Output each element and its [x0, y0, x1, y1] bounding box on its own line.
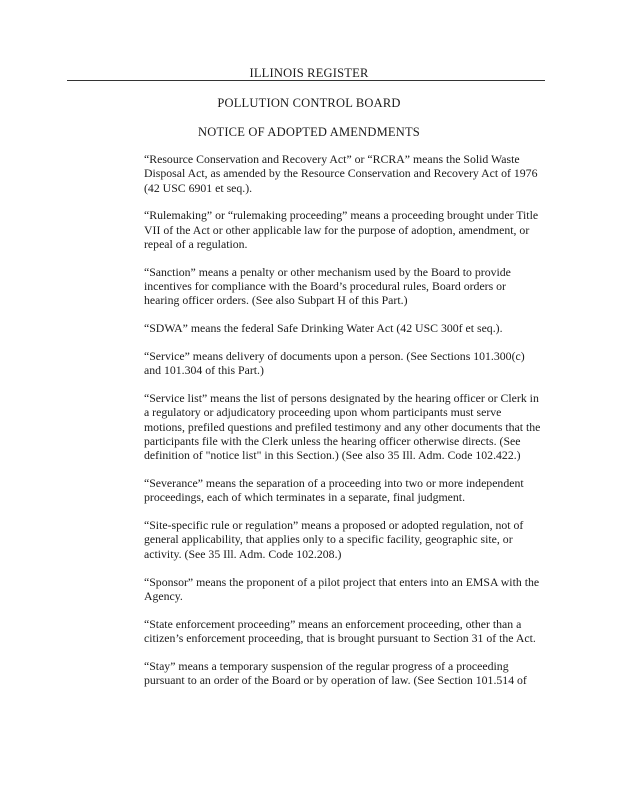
board-title: POLLUTION CONTROL BOARD: [217, 96, 401, 110]
register-title: ILLINOIS REGISTER: [249, 66, 369, 80]
definition-service: “Service” means delivery of documents upon a person. (See Sections 101.300(c) and 101.304 of this Part.): [144, 348, 525, 378]
definition-sponsor: “Sponsor” means the proponent of a pilot project that enters into an EMSA with the Agency.: [144, 574, 540, 603]
definition-service-list: “Service list” means the list of persons designated by the hearing officer or Clerk in a regulatory or adjudicatory proceeding upon whom participants must serve motions, prefiled questions and prefiled testimony and any other documents that the participants file with the Clerk unless the hearing officer otherwise directs. (See definition of "notice list" in this Section.) (See also 35 Ill. Adm. Code 102.422.): [144, 391, 541, 463]
definition-state-enforcement: “State enforcement proceeding” means an enforcement proceeding, other than a citizen’s enforcement proceeding, that is brought pursuant to Section 31 of the Act.: [144, 616, 536, 645]
definition-rulemaking: “Rulemaking” or “rulemaking proceeding” means a proceeding brought under Title VII of the Act or other applicable law for the purpose of adoption, amendment, or repeal of a regulation.: [144, 208, 539, 251]
definition-site-specific-rule: “Site-specific rule or regulation” means a proposed or adopted regulation, not of general applicability, that applies only to a specific facility, geographic site, or activity. (See 35 Ill. Adm. Code 102.208.): [144, 518, 524, 561]
definitions-body: [144, 152, 544, 701]
definition-severance: “Severance” means the separation of a proceeding into two or more independent proceedings, each of which terminates in a separate, final judgment.: [144, 476, 524, 505]
definition-rcra: “Resource Conservation and Recovery Act” or “RCRA” means the Solid Waste Disposal Act, as amended by the Resource Conservation and Recovery Act of 1976 (42 USC 6901 et seq.).: [144, 152, 538, 195]
definition-stay: “Stay” means a temporary suspension of the regular progress of a proceeding pursuant to an order of the Board or by operation of law. (See Section 101.514 of: [144, 658, 527, 688]
notice-title: NOTICE OF ADOPTED AMENDMENTS: [198, 125, 420, 139]
definition-sdwa: “SDWA” means the federal Safe Drinking Water Act (42 USC 300f et seq.).: [144, 321, 503, 336]
definition-sanction: “Sanction” means a penalty or other mechanism used by the Board to provide incentives for compliance with the Board’s procedural rules, Board orders or hearing officer orders. (See also Subpart H of this Part.): [144, 264, 511, 308]
